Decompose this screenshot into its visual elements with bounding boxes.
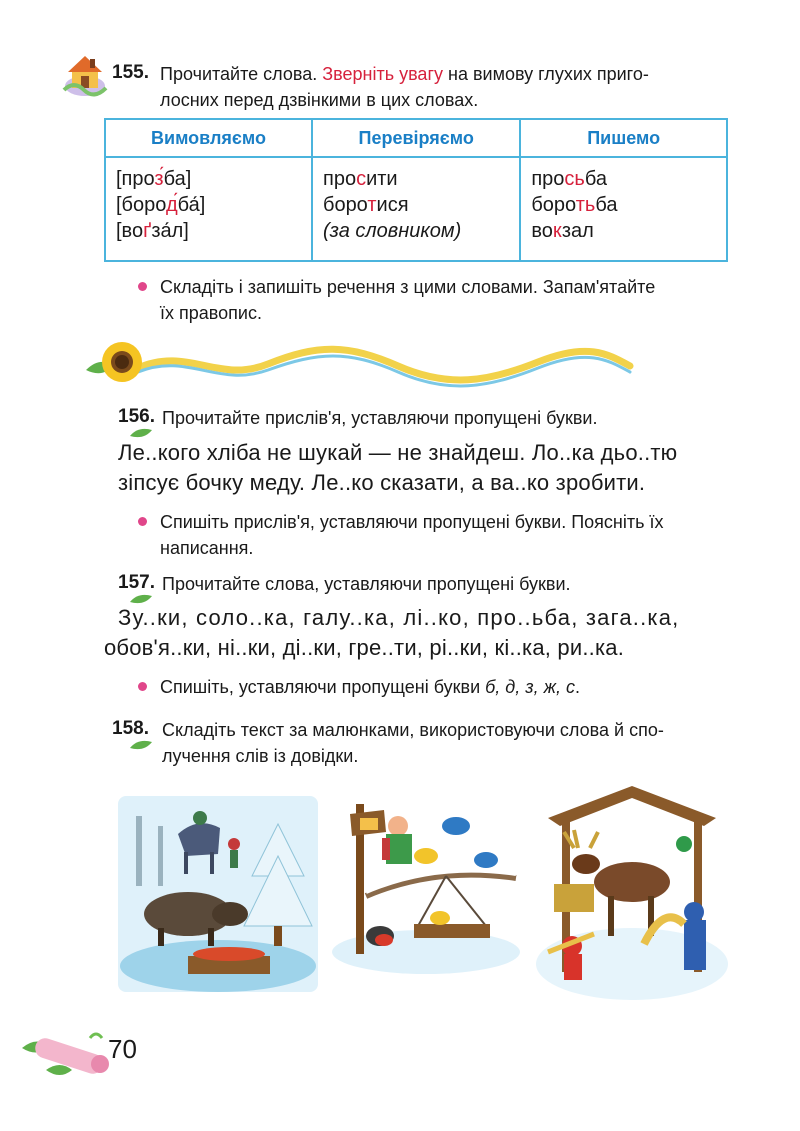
bullet-icon (138, 682, 147, 691)
table-header-check: Перевіряємо (312, 119, 520, 157)
task-155-intro-after: на вимову глухих приго- (443, 64, 649, 84)
task-157-instruction: Прочитайте слова, уставляючи пропущені букви. (162, 574, 571, 594)
check-note: (за словником) (322, 220, 462, 242)
task-155-intro-before: Прочитайте слова. (160, 64, 323, 84)
task-155-exercise-line2: їх правопис. (160, 303, 262, 323)
task-158-instruction-line1: Складіть текст за малюнками, використовуючи слова й спо- (162, 720, 664, 740)
task-155-instruction-line2: лосних перед дзвінкими в цих словах. (160, 90, 479, 110)
task-155-highlight: Зверніть увагу (322, 64, 444, 84)
leaf-icon (128, 738, 154, 752)
task-158-instruction-line2: лучення слів із довідки. (162, 746, 359, 766)
task-156-instruction: Прочитайте прислів'я, уставляючи пропущені букви. (162, 408, 598, 428)
task-156-proverb-line1: Ле..кого хліба не шукай — не знайдеш. Ло..ка дьо..тю (118, 440, 678, 465)
moose-feeder-illustration (534, 774, 730, 1006)
feeding-birds-illustration (326, 796, 526, 976)
check-word: боротися (322, 194, 409, 216)
task-155-number: 155. (112, 62, 149, 83)
pronunciation-table (104, 118, 728, 262)
write-word: просьба (531, 168, 607, 190)
bullet-icon (138, 517, 147, 526)
sunflower-ribbon-divider (78, 336, 638, 390)
table-cell-pronounce (105, 157, 312, 261)
letters-list: б, д, з, ж, с (485, 677, 575, 697)
bullet-icon (138, 282, 147, 291)
check-word: просити (322, 168, 398, 190)
winter-forest-boar-illustration (118, 796, 318, 992)
task-156-number: 156. (118, 406, 155, 427)
task-157-words-line2: обов'я..ки, ні..ки, ді..ки, гре..ти, рі..ки, кі..ка, ри..ка. (104, 635, 625, 660)
house-icon (62, 50, 108, 98)
task-155-exercise-line1: Складіть і запишіть речення з цими словами. Запам'ятайте (160, 277, 656, 297)
task-158-number: 158. (112, 718, 149, 739)
task-156-exercise-line2: написання. (160, 538, 254, 558)
table-cell-check (312, 157, 520, 261)
task-157-number: 157. (118, 572, 155, 593)
table-header-write: Пишемо (520, 119, 727, 157)
write-word: боротьба (531, 194, 618, 216)
write-word: вокзал (531, 220, 594, 242)
task-156-proverb-line2: зіпсує бочку меду. Ле..ко сказати, а ва..ко зробити. (118, 470, 646, 495)
table-header-pronounce: Вимовляємо (105, 119, 312, 157)
pronounce-word: [воґза́л] (116, 220, 189, 242)
task-157-words-line1: Зу..ки, соло..ка, галу..ка, лі..ко, про..ьба, зага..ка, (118, 605, 680, 630)
table-cell-write (520, 157, 727, 261)
scroll-flower-icon (16, 1026, 116, 1082)
task-157-exercise: Спишіть, уставляючи пропущені букви б, д, з, ж, с. (160, 677, 580, 697)
task-155-instruction (160, 61, 760, 87)
task-156-exercise-line1: Спишіть прислів'я, уставляючи пропущені букви. Поясніть їх (160, 512, 664, 532)
pronounce-word: [бород́ба́] (116, 194, 206, 216)
page-number: 70 (108, 1034, 137, 1064)
pronounce-word: [проз́ба] (116, 168, 192, 190)
